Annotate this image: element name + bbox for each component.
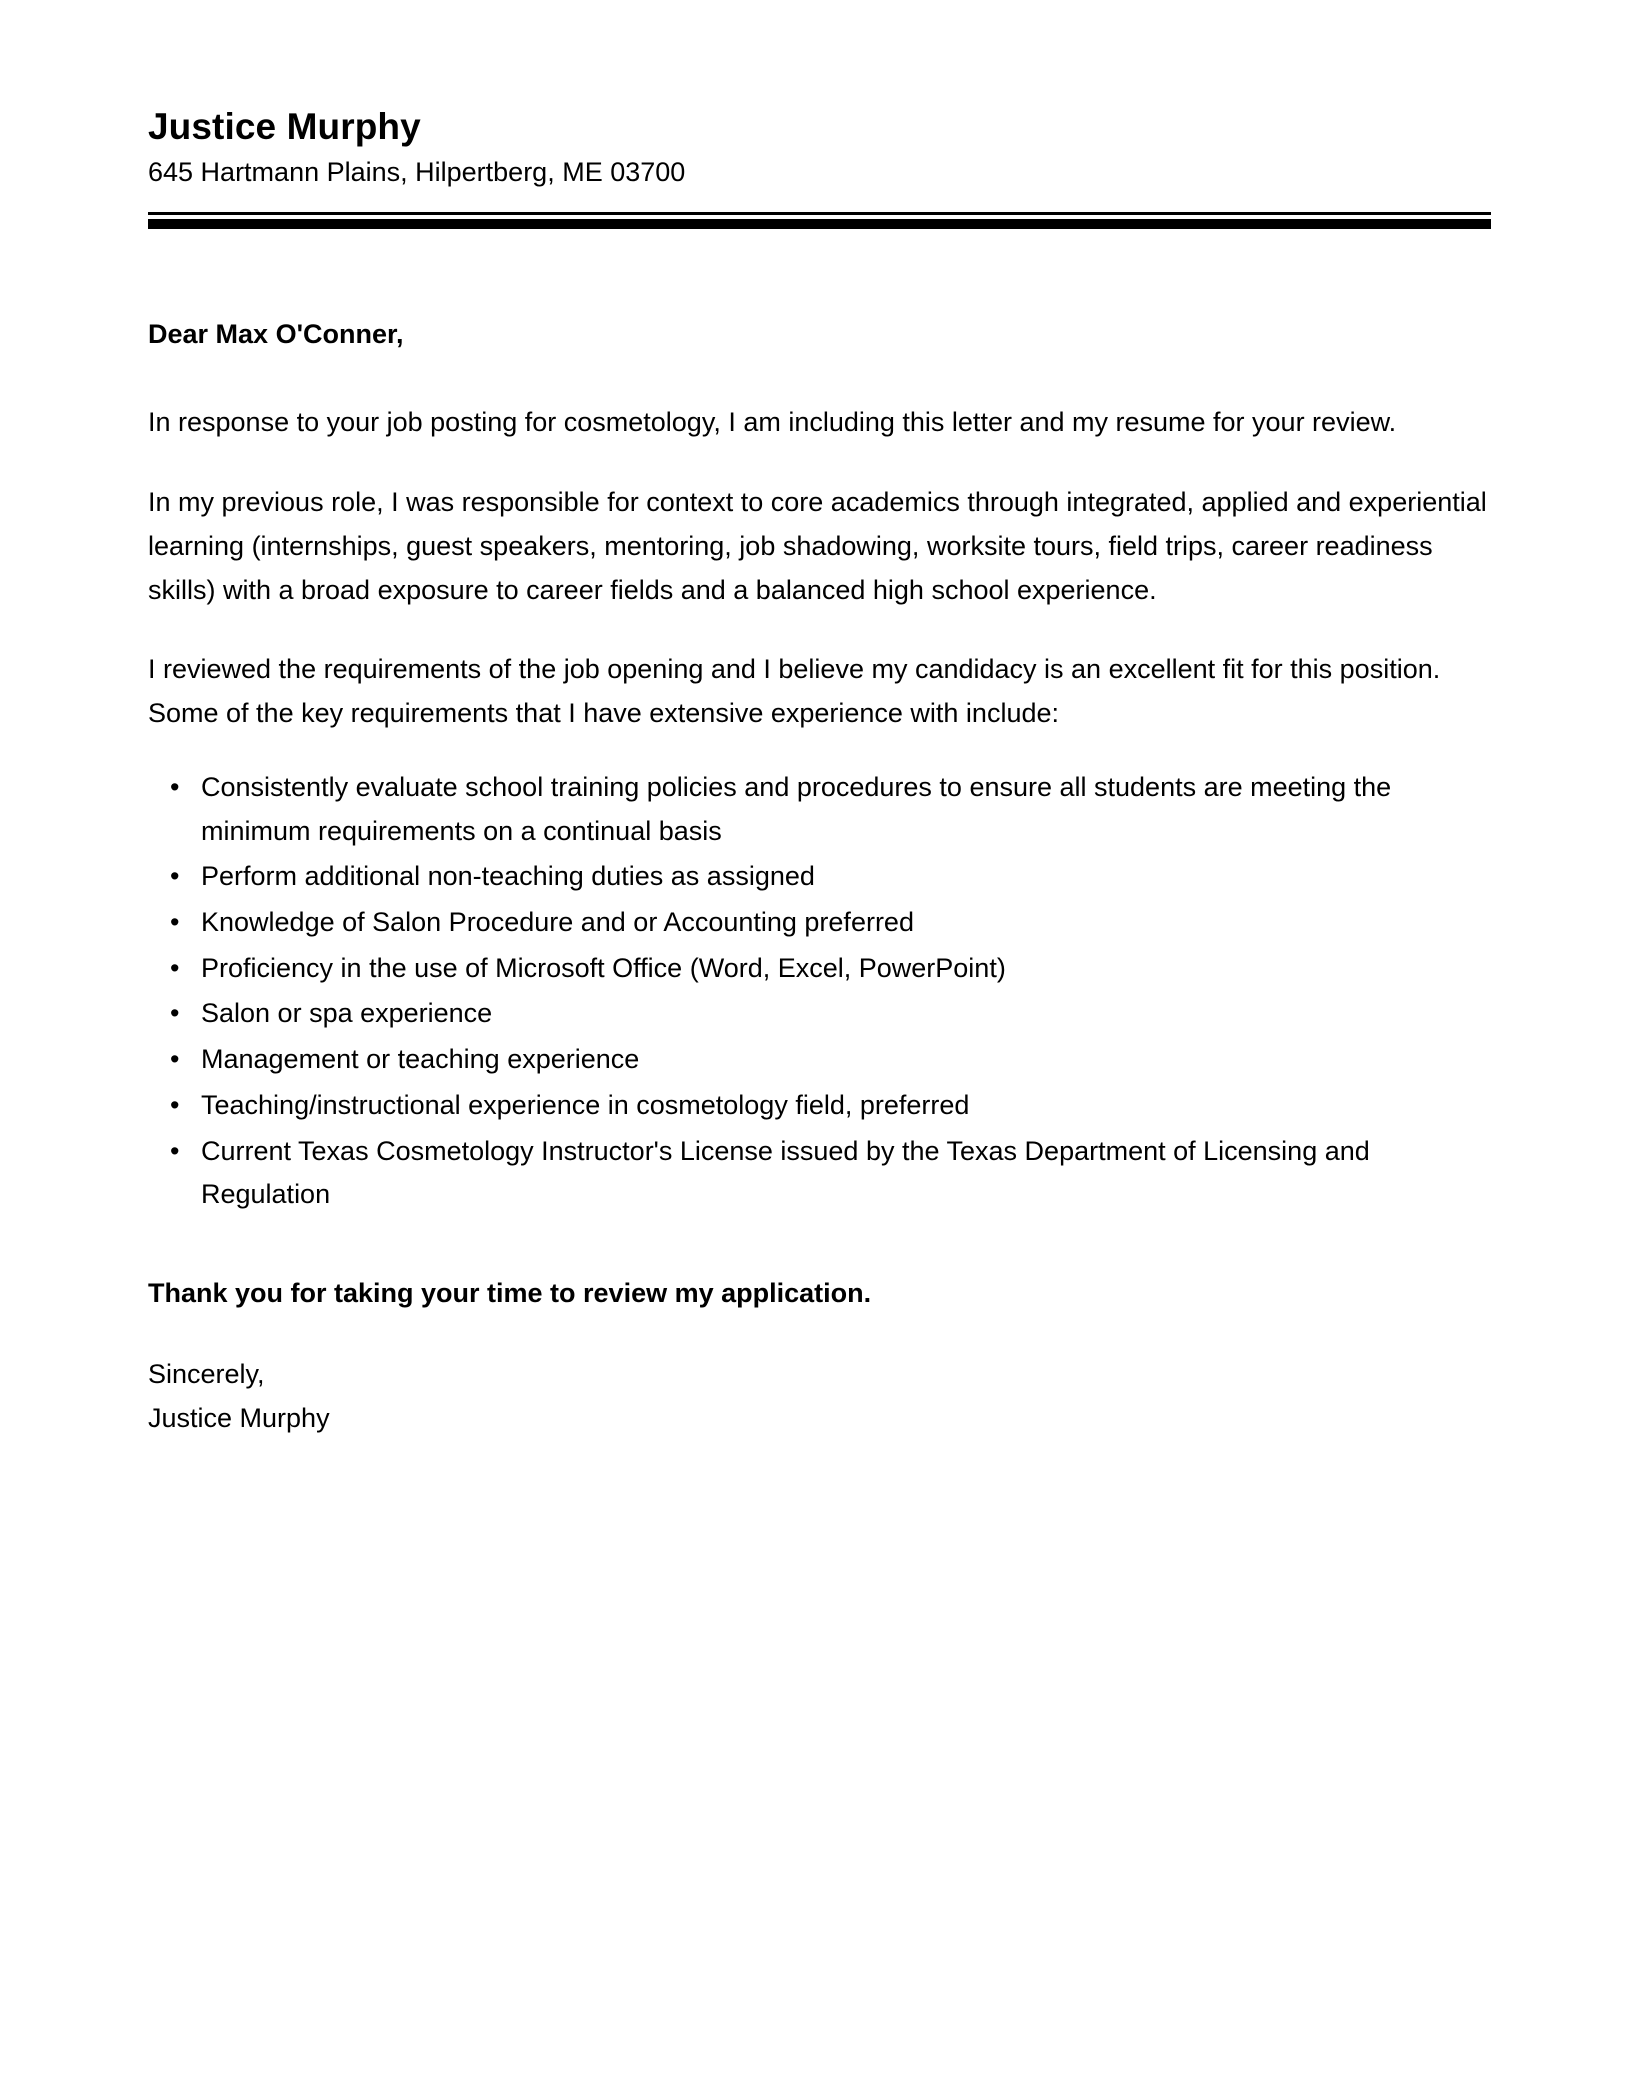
list-item xyxy=(148,1038,1488,1082)
letter-body xyxy=(148,315,1488,1440)
header-divider-thick-rule xyxy=(148,219,1491,229)
list-item-text: Perform additional non-teaching duties as assigned xyxy=(201,861,815,892)
list-item xyxy=(148,766,1488,853)
closing-thanks: Thank you for taking your time to review my application. xyxy=(148,1278,872,1309)
signoff-closing: Sincerely, xyxy=(148,1358,265,1389)
list-item-text: Salon or spa experience xyxy=(201,998,493,1029)
signoff-name: Justice Murphy xyxy=(148,1402,330,1433)
bullet-icon: • xyxy=(170,1089,180,1120)
header-divider xyxy=(148,212,1491,229)
bullet-icon: • xyxy=(170,771,180,802)
list-item xyxy=(148,901,1488,945)
body-paragraph-2: In my previous role, I was responsible for context to core academics through integrated, applied and experiential learning (internships, guest speakers, mentoring, job shadowing, worksite tours, field trips, career readiness skills) with a broad exposure to career fields and a balanced high school experience. xyxy=(148,487,1487,605)
list-item-text: Teaching/instructional experience in cosmetology field, preferred xyxy=(201,1089,970,1120)
sender-address: 645 Hartmann Plains, Hilpertberg, ME 03700 xyxy=(148,157,686,188)
salutation: Dear Max O'Conner, xyxy=(148,319,404,350)
bullet-icon: • xyxy=(170,998,180,1029)
signature-block xyxy=(148,1353,1488,1440)
list-item-text: Management or teaching experience xyxy=(201,1044,640,1075)
list-item xyxy=(148,992,1488,1036)
list-item-text: Knowledge of Salon Procedure and or Accounting preferred xyxy=(201,906,914,937)
bullet-icon: • xyxy=(170,861,180,892)
body-paragraph-1: In response to your job posting for cosmetology, I am including this letter and my resume for your review. xyxy=(148,407,1397,438)
list-item-text: Consistently evaluate school training policies and procedures to ensure all students are meeting the minimum requirements on a continual basis xyxy=(201,771,1392,846)
list-item xyxy=(148,947,1488,991)
list-item xyxy=(148,855,1488,899)
list-item xyxy=(148,1130,1488,1217)
bullet-icon: • xyxy=(170,952,180,983)
letterhead xyxy=(148,0,1488,229)
bullet-icon: • xyxy=(170,1044,180,1075)
bullet-icon: • xyxy=(170,906,180,937)
requirements-list xyxy=(148,766,1488,1217)
list-item xyxy=(148,1084,1488,1128)
bullet-icon: • xyxy=(170,1135,180,1166)
list-item-text: Current Texas Cosmetology Instructor's License issued by the Texas Department of Licensing and Regulation xyxy=(201,1135,1370,1210)
sender-name: Justice Murphy xyxy=(148,106,421,147)
body-paragraph-3: I reviewed the requirements of the job opening and I believe my candidacy is an excellent fit for this position. Some of the key requirements that I have extensive experience with include: xyxy=(148,654,1441,729)
list-item-text: Proficiency in the use of Microsoft Office (Word, Excel, PowerPoint) xyxy=(201,952,1006,983)
cover-letter xyxy=(148,0,1488,1440)
